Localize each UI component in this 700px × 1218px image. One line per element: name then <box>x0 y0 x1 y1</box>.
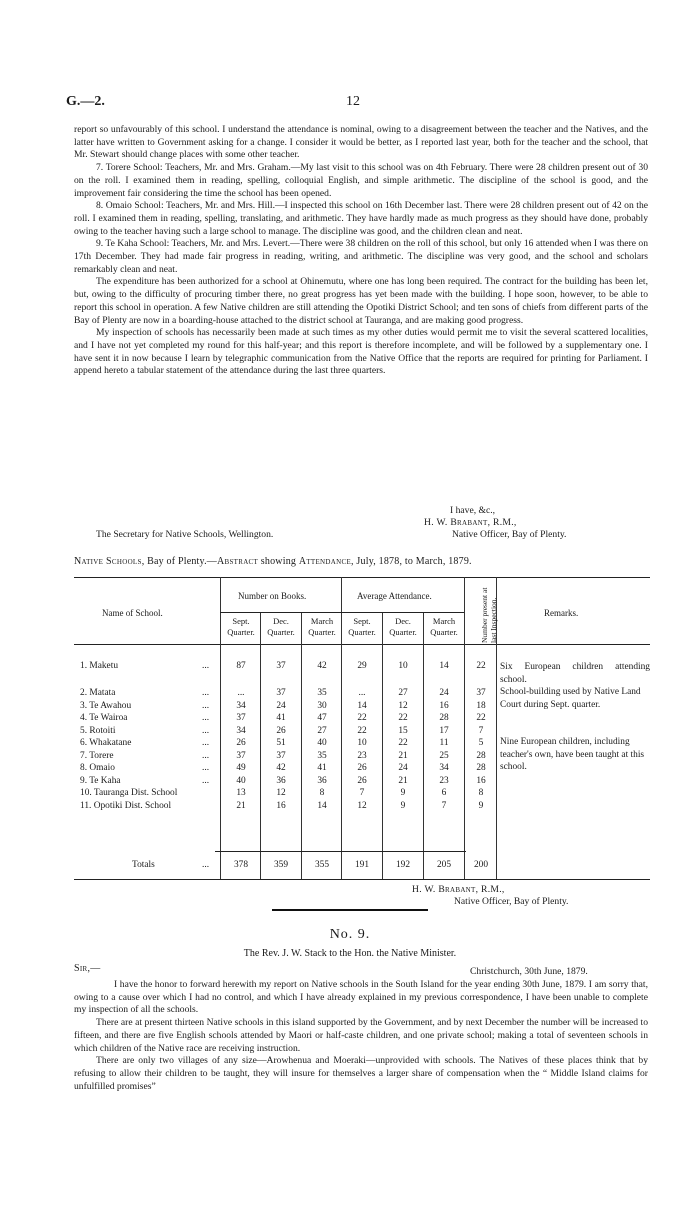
cell-b2: 16 <box>276 801 286 811</box>
cell-p: 16 <box>476 776 486 786</box>
salutation: Sir,— <box>74 963 101 974</box>
cell-b2: 42 <box>276 763 286 773</box>
document-code: G.—2. <box>66 94 105 109</box>
section-divider <box>272 909 428 911</box>
cell-p: 8 <box>478 788 484 798</box>
paragraph: 8. Omaio School: Teachers, Mr. and Mrs. Hill.—I inspected this school on 16th December last. There were 28 children present out of 42 on the roll. I examined them in reading, spelling, translating, and arithmetic. They have hardly made as much progress as they should have done, probably owing to the teacher having such a large school to manage. The discipline was good, and the children clean and neat. <box>74 200 648 237</box>
caption-part: Native Schools <box>74 556 142 567</box>
sub-header: Sept. Quarter. <box>348 616 376 637</box>
cell-a1: 191 <box>354 860 370 870</box>
cell-b2: 37 <box>276 751 286 761</box>
cell-a1: 29 <box>357 661 367 671</box>
leader-dots: ... <box>202 763 210 773</box>
caption-part: , July, 1878, to March, 1879. <box>351 556 472 567</box>
cell-b3: 41 <box>317 763 327 773</box>
cell-a2: 22 <box>398 713 408 723</box>
cell-a3: 34 <box>439 763 449 773</box>
cell-a2: 24 <box>398 763 408 773</box>
group-avg-header: Average Attendance. <box>357 591 432 601</box>
cell-p: 5 <box>478 738 484 748</box>
cell-a3: 17 <box>439 726 449 736</box>
cell-a2: 12 <box>398 701 408 711</box>
cell-b1: 21 <box>236 801 246 811</box>
sub-header: Dec. Quarter. <box>389 616 417 637</box>
caption-part: , Bay of Plenty.— <box>141 556 217 567</box>
sub-header: March Quarter. <box>430 616 458 637</box>
totals-rule <box>215 851 466 852</box>
cell-b3: 27 <box>317 726 327 736</box>
cell-a1: 7 <box>359 788 365 798</box>
cell-a3: 205 <box>436 860 452 870</box>
paragraph: 9. Te Kaha School: Teachers, Mr. and Mrs. Levert.—There were 38 children on the roll of this school, but only 16 attended when I was there on 17th December. They had made fair progress in reading, writing, and arithmetic. The discipline was very good, and the school and scholars remarkably clean and neat. <box>74 238 648 275</box>
school-name: 5. Rotoiti <box>80 726 116 736</box>
cell-b1: ... <box>237 688 245 698</box>
table-bottom-rule <box>74 879 650 880</box>
caption-part: Abstract <box>216 556 259 567</box>
sub-header: Dec. Quarter. <box>267 616 295 637</box>
signer-title: Native Officer, Bay of Plenty. <box>452 529 567 540</box>
school-name: 8. Omaio <box>80 763 115 773</box>
school-name: 7. Torere <box>80 751 114 761</box>
cell-a3: 16 <box>439 701 449 711</box>
cell-a3: 28 <box>439 713 449 723</box>
cell-a2: 9 <box>400 801 406 811</box>
paragraph: My inspection of schools has necessarily been made at such times as my other duties would permit me to visit the several scattered localities, and I have not yet completed my round for this half-year; and this report is therefore incomplete, and will be followed by a supplementary one. I have sent it in now because I learn by telegraphic communication from the Native Office that the reports are required for printing for Parliament. I append hereto a tabular statement of the attendance during the last three quarters. <box>74 327 648 377</box>
cell-b2: 37 <box>276 688 286 698</box>
leader-dots: ... <box>202 661 210 671</box>
school-name: 11. Opotiki Dist. School <box>80 801 172 811</box>
cell-b3: 355 <box>314 860 330 870</box>
table-signer: H. W. Brabant, R.M., <box>412 884 505 895</box>
table-caption <box>74 556 648 567</box>
group-subrule <box>220 612 464 613</box>
remark: School-building used by Native Land Court during Sept. quarter. <box>500 687 641 710</box>
cell-a2: 192 <box>395 860 411 870</box>
cell-a2: 21 <box>398 751 408 761</box>
school-name: 9. Te Kaha <box>80 776 121 786</box>
cell-a1: 14 <box>357 701 367 711</box>
cell-a3: 23 <box>439 776 449 786</box>
cell-b1: 26 <box>236 738 246 748</box>
cell-b1: 40 <box>236 776 246 786</box>
cell-b3: 8 <box>319 788 325 798</box>
cell-a2: 15 <box>398 726 408 736</box>
cell-p: 9 <box>478 801 484 811</box>
cell-b2: 359 <box>273 860 289 870</box>
paragraph: 7. Torere School: Teachers, Mr. and Mrs. Graham.—My last visit to this school was on 4th February. There were 28 children present out of 30 on the roll. I examined them in reading, spelling, colloquial English, and simple arithmetic. The discipline of the school is good, and the improvement fair considering the time the school has been opened. <box>74 162 648 199</box>
cell-a3: 7 <box>441 801 447 811</box>
cell-b3: 35 <box>317 751 327 761</box>
addressee: The Secretary for Native Schools, Wellington. <box>96 529 274 540</box>
cell-a3: 14 <box>439 661 449 671</box>
leader-dots: ... <box>202 751 210 761</box>
page-number: 12 <box>346 94 360 109</box>
leader-dots: ... <box>202 701 210 711</box>
table-row <box>74 776 650 788</box>
cell-p: 37 <box>476 688 486 698</box>
cell-b3: 30 <box>317 701 327 711</box>
letter-number: No. 9. <box>329 927 371 942</box>
group-books-header: Number on Books. <box>238 591 307 601</box>
col-present-header: Number present at last Inspection. <box>480 587 498 643</box>
cell-b2: 51 <box>276 738 286 748</box>
totals-row <box>74 860 650 872</box>
paragraph: I have the honor to forward herewith my report on Native schools in the South Island for the year ending 30th June, 1879. I am sorry that, owing to a cause over which I had no control, and which I have already explained in my previous correspondence, I have been unable to complete my inspection of all the schools. <box>74 979 648 1016</box>
cell-b2: 12 <box>276 788 286 798</box>
page-header <box>66 94 640 114</box>
paragraph: There are only two villages of any size—Arowhenua and Moeraki—unprovided with schools. The Natives of these places think that by refusing to allow their children to be taught, they will insure for themselves a larger share of compensation when the “ Middle Island claims for unfulfilled promises” <box>74 1055 648 1092</box>
place-date: Christchurch, 30th June, 1879. <box>470 966 588 977</box>
school-name: 4. Te Wairoa <box>80 713 128 723</box>
cell-b3: 35 <box>317 688 327 698</box>
paragraph: report so unfavourably of this school. I understand the attendance is nominal, owing to a disagreement between the teacher and the Natives, and the latter have written to Government asking for a change. I consider it would be better, as I reported last year, both for the teacher and the school, that Mr. Stewart should change places with some other teacher. <box>74 124 648 161</box>
letter-subhead: The Rev. J. W. Stack to the Hon. the Native Minister. <box>243 948 457 959</box>
col-name-header: Name of School. <box>102 608 163 618</box>
cell-a1: 23 <box>357 751 367 761</box>
cell-a2: 22 <box>398 738 408 748</box>
cell-a1: 22 <box>357 713 367 723</box>
cell-a1: 10 <box>357 738 367 748</box>
cell-b3: 14 <box>317 801 327 811</box>
cell-b1: 37 <box>236 713 246 723</box>
cell-b2: 37 <box>276 661 286 671</box>
cell-b3: 36 <box>317 776 327 786</box>
school-name: 2. Matata <box>80 688 116 698</box>
caption-part: showing <box>258 556 299 567</box>
cell-b1: 37 <box>236 751 246 761</box>
totals-label: Totals <box>132 860 155 870</box>
cell-a1: 22 <box>357 726 367 736</box>
cell-p: 28 <box>476 763 486 773</box>
report-body <box>74 124 648 378</box>
cell-p: 200 <box>473 860 489 870</box>
cell-p: 18 <box>476 701 486 711</box>
cell-a3: 24 <box>439 688 449 698</box>
table-header-rule <box>74 644 650 645</box>
signer-name: H. W. Brabant, R.M., <box>424 517 517 528</box>
cell-b1: 34 <box>236 726 246 736</box>
closing: I have, &c., <box>450 505 496 516</box>
leader-dots: ... <box>202 738 210 748</box>
caption-part: Attendance <box>298 556 352 567</box>
cell-b2: 41 <box>276 713 286 723</box>
leader-dots: ... <box>202 688 210 698</box>
school-name: 10. Tauranga Dist. School <box>80 788 178 798</box>
cell-b1: 49 <box>236 763 246 773</box>
cell-b1: 378 <box>233 860 249 870</box>
cell-a3: 25 <box>439 751 449 761</box>
leader-dots: ... <box>202 713 210 723</box>
cell-a1: 26 <box>357 776 367 786</box>
cell-p: 28 <box>476 751 486 761</box>
remark: Six European children attending school. <box>500 662 650 685</box>
cell-b2: 36 <box>276 776 286 786</box>
cell-b3: 47 <box>317 713 327 723</box>
paragraph: There are at present thirteen Native schools in this island supported by the Government, and by next December the number will be increased to fifteen, and there are five English schools attended by Maori or half-caste children, and one private school; making a total of seventeen schools in which children of the Native race are receiving instruction. <box>74 1017 648 1054</box>
cell-b1: 13 <box>236 788 246 798</box>
cell-b3: 42 <box>317 661 327 671</box>
cell-p: 22 <box>476 661 486 671</box>
table-top-rule <box>74 577 650 578</box>
cell-b1: 87 <box>236 661 246 671</box>
school-name: 6. Whakatane <box>80 738 132 748</box>
col-remarks-header: Remarks. <box>544 608 579 618</box>
table-signer-title: Native Officer, Bay of Plenty. <box>454 896 569 907</box>
remark: Nine European children, including teacher's own, have been taught at this school. <box>500 737 645 772</box>
school-name: 1. Maketu <box>80 661 119 671</box>
paragraph: The expenditure has been authorized for a school at Ohinemutu, where one has long been required. The contract for the building has been let, but, owing to the difficulty of procuring timber there, no great progress has yet been made with the building. I hope soon, however, to be able to report this school in operation. A few Native children are still attending the Opotiki District School; and ten sons of chiefs from different parts of the Bay of Plenty are now in a boarding-house attached to the district school at Tauranga, and are making good progress. <box>74 276 648 326</box>
cell-a3: 6 <box>441 788 447 798</box>
table-row <box>74 713 650 725</box>
cell-b1: 34 <box>236 701 246 711</box>
leader-dots: ... <box>202 726 210 736</box>
cell-b2: 24 <box>276 701 286 711</box>
cell-b2: 26 <box>276 726 286 736</box>
sub-header: March Quarter. <box>308 616 336 637</box>
cell-a2: 27 <box>398 688 408 698</box>
table-row <box>74 788 650 800</box>
cell-a2: 9 <box>400 788 406 798</box>
school-name: 3. Te Awahou <box>80 701 132 711</box>
leader-dots: ... <box>202 860 210 870</box>
cell-a1: 12 <box>357 801 367 811</box>
cell-b3: 40 <box>317 738 327 748</box>
table-row <box>74 801 650 813</box>
cell-a2: 10 <box>398 661 408 671</box>
cell-p: 22 <box>476 713 486 723</box>
cell-a2: 21 <box>398 776 408 786</box>
sub-header: Sept. Quarter. <box>227 616 255 637</box>
leader-dots: ... <box>202 776 210 786</box>
letter-body <box>74 979 648 1093</box>
cell-a1: ... <box>358 688 366 698</box>
cell-p: 7 <box>478 726 484 736</box>
cell-a3: 11 <box>439 738 449 748</box>
cell-a1: 26 <box>357 763 367 773</box>
